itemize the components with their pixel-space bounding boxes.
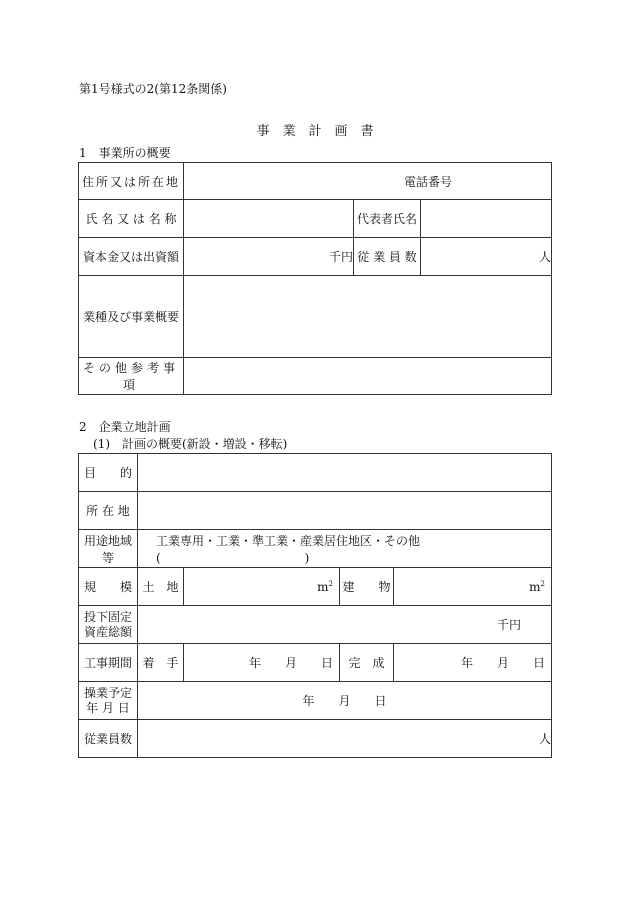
location-field[interactable] bbox=[138, 492, 552, 530]
investment-unit: 千円 bbox=[496, 618, 521, 632]
zoning-label: 用途地域等 bbox=[79, 530, 138, 568]
address-label: 住所又は所在地 bbox=[79, 163, 184, 200]
operation-date-field[interactable] bbox=[138, 682, 552, 720]
business-overview-table bbox=[78, 162, 552, 395]
complete-date: 年 月 日 bbox=[460, 656, 545, 670]
section2-heading: 2 企業立地計画 bbox=[79, 420, 171, 434]
investment-field[interactable] bbox=[138, 606, 552, 644]
business-label: 業種及び事業概要 bbox=[79, 276, 184, 358]
start-date-field[interactable] bbox=[184, 644, 340, 682]
employees-field[interactable] bbox=[421, 238, 552, 276]
building-area-unit: m bbox=[529, 579, 541, 594]
staff-field[interactable] bbox=[138, 720, 552, 758]
representative-label: 代表者氏名 bbox=[354, 200, 421, 238]
operation-label-line2: 年 月 日 bbox=[86, 700, 130, 715]
land-area-field[interactable] bbox=[184, 568, 340, 606]
building-area-field[interactable] bbox=[394, 568, 552, 606]
employees-unit: 人 bbox=[538, 250, 551, 264]
start-date: 年 月 日 bbox=[248, 656, 333, 670]
land-label: 土 地 bbox=[138, 568, 184, 606]
building-area-sup: 2 bbox=[540, 579, 545, 588]
location-plan-table bbox=[78, 453, 552, 758]
zoning-options[interactable]: 工業専用・工業・準工業・産業居住地区・その他( ) bbox=[138, 530, 552, 568]
operation-label-line1: 操業予定 bbox=[83, 685, 132, 700]
investment-label bbox=[79, 606, 138, 644]
business-field[interactable] bbox=[184, 276, 552, 358]
capital-label: 資本金又は出資額 bbox=[79, 238, 184, 276]
phone-label: 電話番号 bbox=[404, 174, 453, 189]
form-number: 第1号様式の2(第12条関係) bbox=[79, 82, 227, 96]
capital-field[interactable] bbox=[184, 238, 354, 276]
operation-date: 年 月 日 bbox=[302, 694, 387, 708]
other-label: その他参考事項 bbox=[79, 358, 184, 395]
section2-subheading: (1) 計画の概要(新設・増設・移転) bbox=[93, 437, 288, 451]
investment-label-line2: 資産総額 bbox=[83, 624, 132, 639]
purpose-label: 目 的 bbox=[79, 454, 138, 492]
purpose-field[interactable] bbox=[138, 454, 552, 492]
section1-heading: 1 事業所の概要 bbox=[79, 146, 171, 160]
location-label: 所 在 地 bbox=[79, 492, 138, 530]
staff-label: 従業員数 bbox=[79, 720, 138, 758]
document-title: 事 業 計 画 書 bbox=[256, 124, 374, 139]
investment-label-line1: 投下固定 bbox=[83, 609, 132, 624]
land-area-sup: 2 bbox=[328, 579, 333, 588]
building-label: 建 物 bbox=[340, 568, 394, 606]
scale-label: 規 模 bbox=[79, 568, 138, 606]
employees-label: 従 業 員 数 bbox=[354, 238, 421, 276]
representative-field[interactable] bbox=[421, 200, 552, 238]
capital-unit: 千円 bbox=[328, 250, 353, 264]
complete-label: 完 成 bbox=[340, 644, 394, 682]
staff-unit: 人 bbox=[538, 732, 551, 746]
start-label: 着 手 bbox=[138, 644, 184, 682]
land-area-unit: m bbox=[317, 579, 329, 594]
period-label: 工事期間 bbox=[79, 644, 138, 682]
operation-label bbox=[79, 682, 138, 720]
name-field[interactable] bbox=[184, 200, 354, 238]
complete-date-field[interactable] bbox=[394, 644, 552, 682]
address-field[interactable] bbox=[184, 163, 552, 200]
other-field[interactable] bbox=[184, 358, 552, 395]
name-label: 氏 名 又 は 名 称 bbox=[79, 200, 184, 238]
